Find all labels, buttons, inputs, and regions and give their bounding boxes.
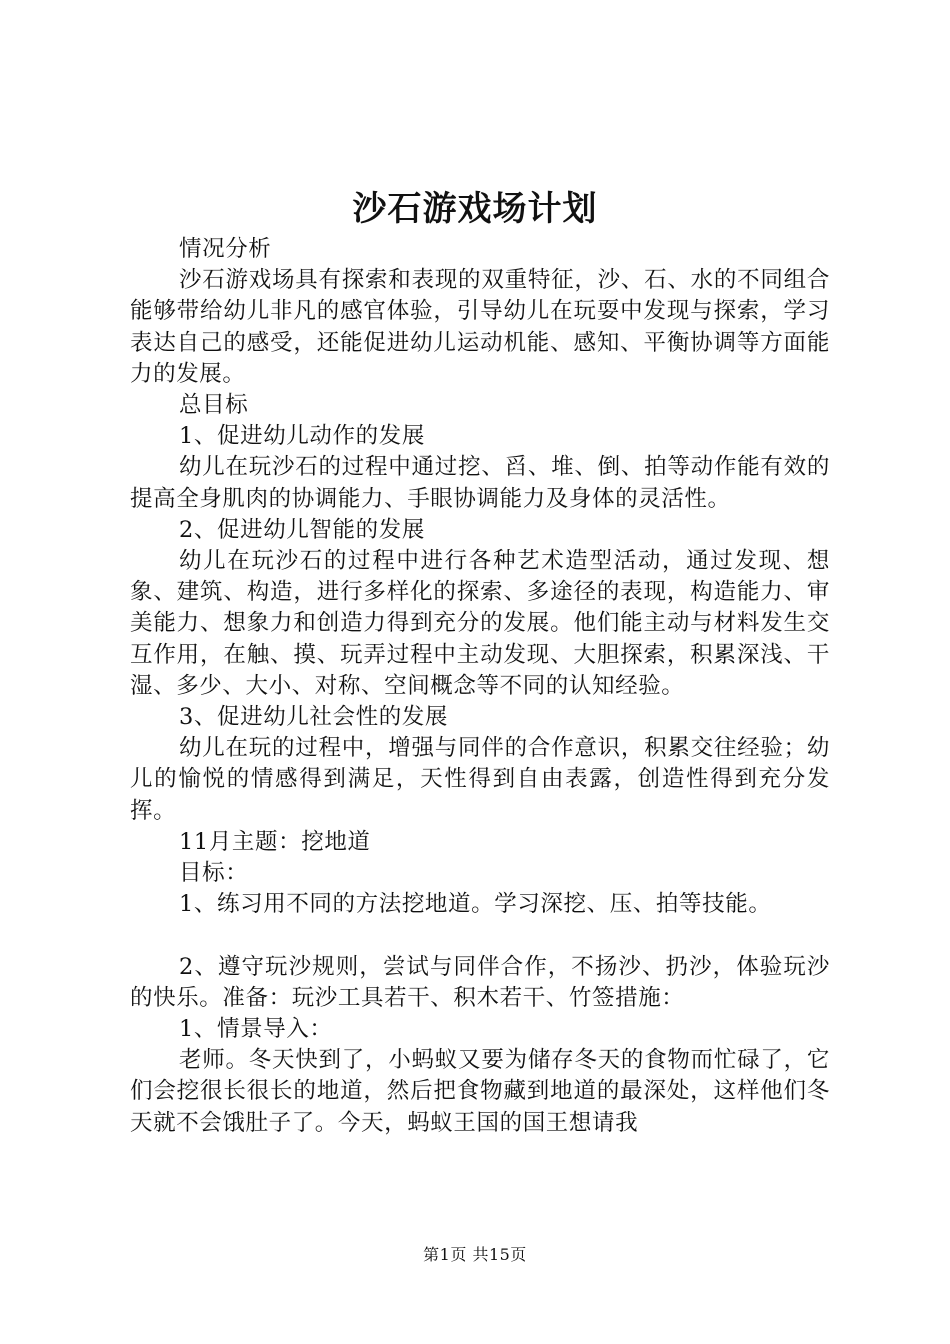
paragraph: 情况分析 <box>179 236 272 262</box>
paragraph: 1、练习用不同的方法挖地道。学习深挖、压、拍等技能。 <box>179 891 772 918</box>
paragraph: 2、遵守玩沙规则，尝试与同伴合作，不扬沙、扔沙，体验玩沙的快乐。准备：玩沙工具若干、积木若干、竹签措施： <box>130 953 830 1011</box>
paragraph: 总目标 <box>179 392 249 419</box>
paragraph: 幼儿在玩的过程中，增强与同伴的合作意识，积累交往经验；幼儿的愉悦的情感得到满足，天性得到自由表露，创造性得到充分发挥。 <box>130 735 830 824</box>
paragraph: 2、促进幼儿智能的发展 <box>179 516 425 543</box>
blank-line <box>130 920 830 951</box>
paragraph: 目标： <box>179 860 249 887</box>
page-title: 沙石游戏场计划 <box>352 189 598 229</box>
paragraph: 老师。冬天快到了，小蚂蚁又要为储存冬天的食物而忙碌了，它们会挖很长很长的地道，然后把食物藏到地道的最深处，这样他们冬天就不会饿肚子了。今天，蚂蚁王国的国王想请我 <box>130 1047 830 1136</box>
page-footer: 第1页 共15页 <box>423 1245 527 1264</box>
paragraph: 幼儿在玩沙石的过程中通过挖、舀、堆、倒、拍等动作能有效的提高全身肌肉的协调能力、手眼协调能力及身体的灵活性。 <box>130 454 830 512</box>
document-body <box>130 234 830 1139</box>
paragraph: 沙石游戏场具有探索和表现的双重特征，沙、石、水的不同组合能够带给幼儿非凡的感官体验，引导幼儿在玩耍中发现与探索，学习表达自己的感受，还能促进幼儿运动机能、感知、平衡协调等方面能力的发展。 <box>130 267 830 387</box>
paragraph: 1、情景导入： <box>179 1016 333 1043</box>
paragraph: 11月主题：挖地道 <box>179 828 371 855</box>
paragraph: 3、促进幼儿社会性的发展 <box>179 704 449 731</box>
paragraph: 1、促进幼儿动作的发展 <box>179 423 425 450</box>
paragraph: 幼儿在玩沙石的过程中进行各种艺术造型活动，通过发现、想象、建筑、构造，进行多样化的探索、多途径的表现，构造能力、审美能力、想象力和创造力得到充分的发展。他们能主动与材料发生交互作用，在触、摸、玩弄过程中主动发现、大胆探索，积累深浅、干湿、多少、大小、对称、空间概念等不同的认知经验。 <box>130 548 830 699</box>
